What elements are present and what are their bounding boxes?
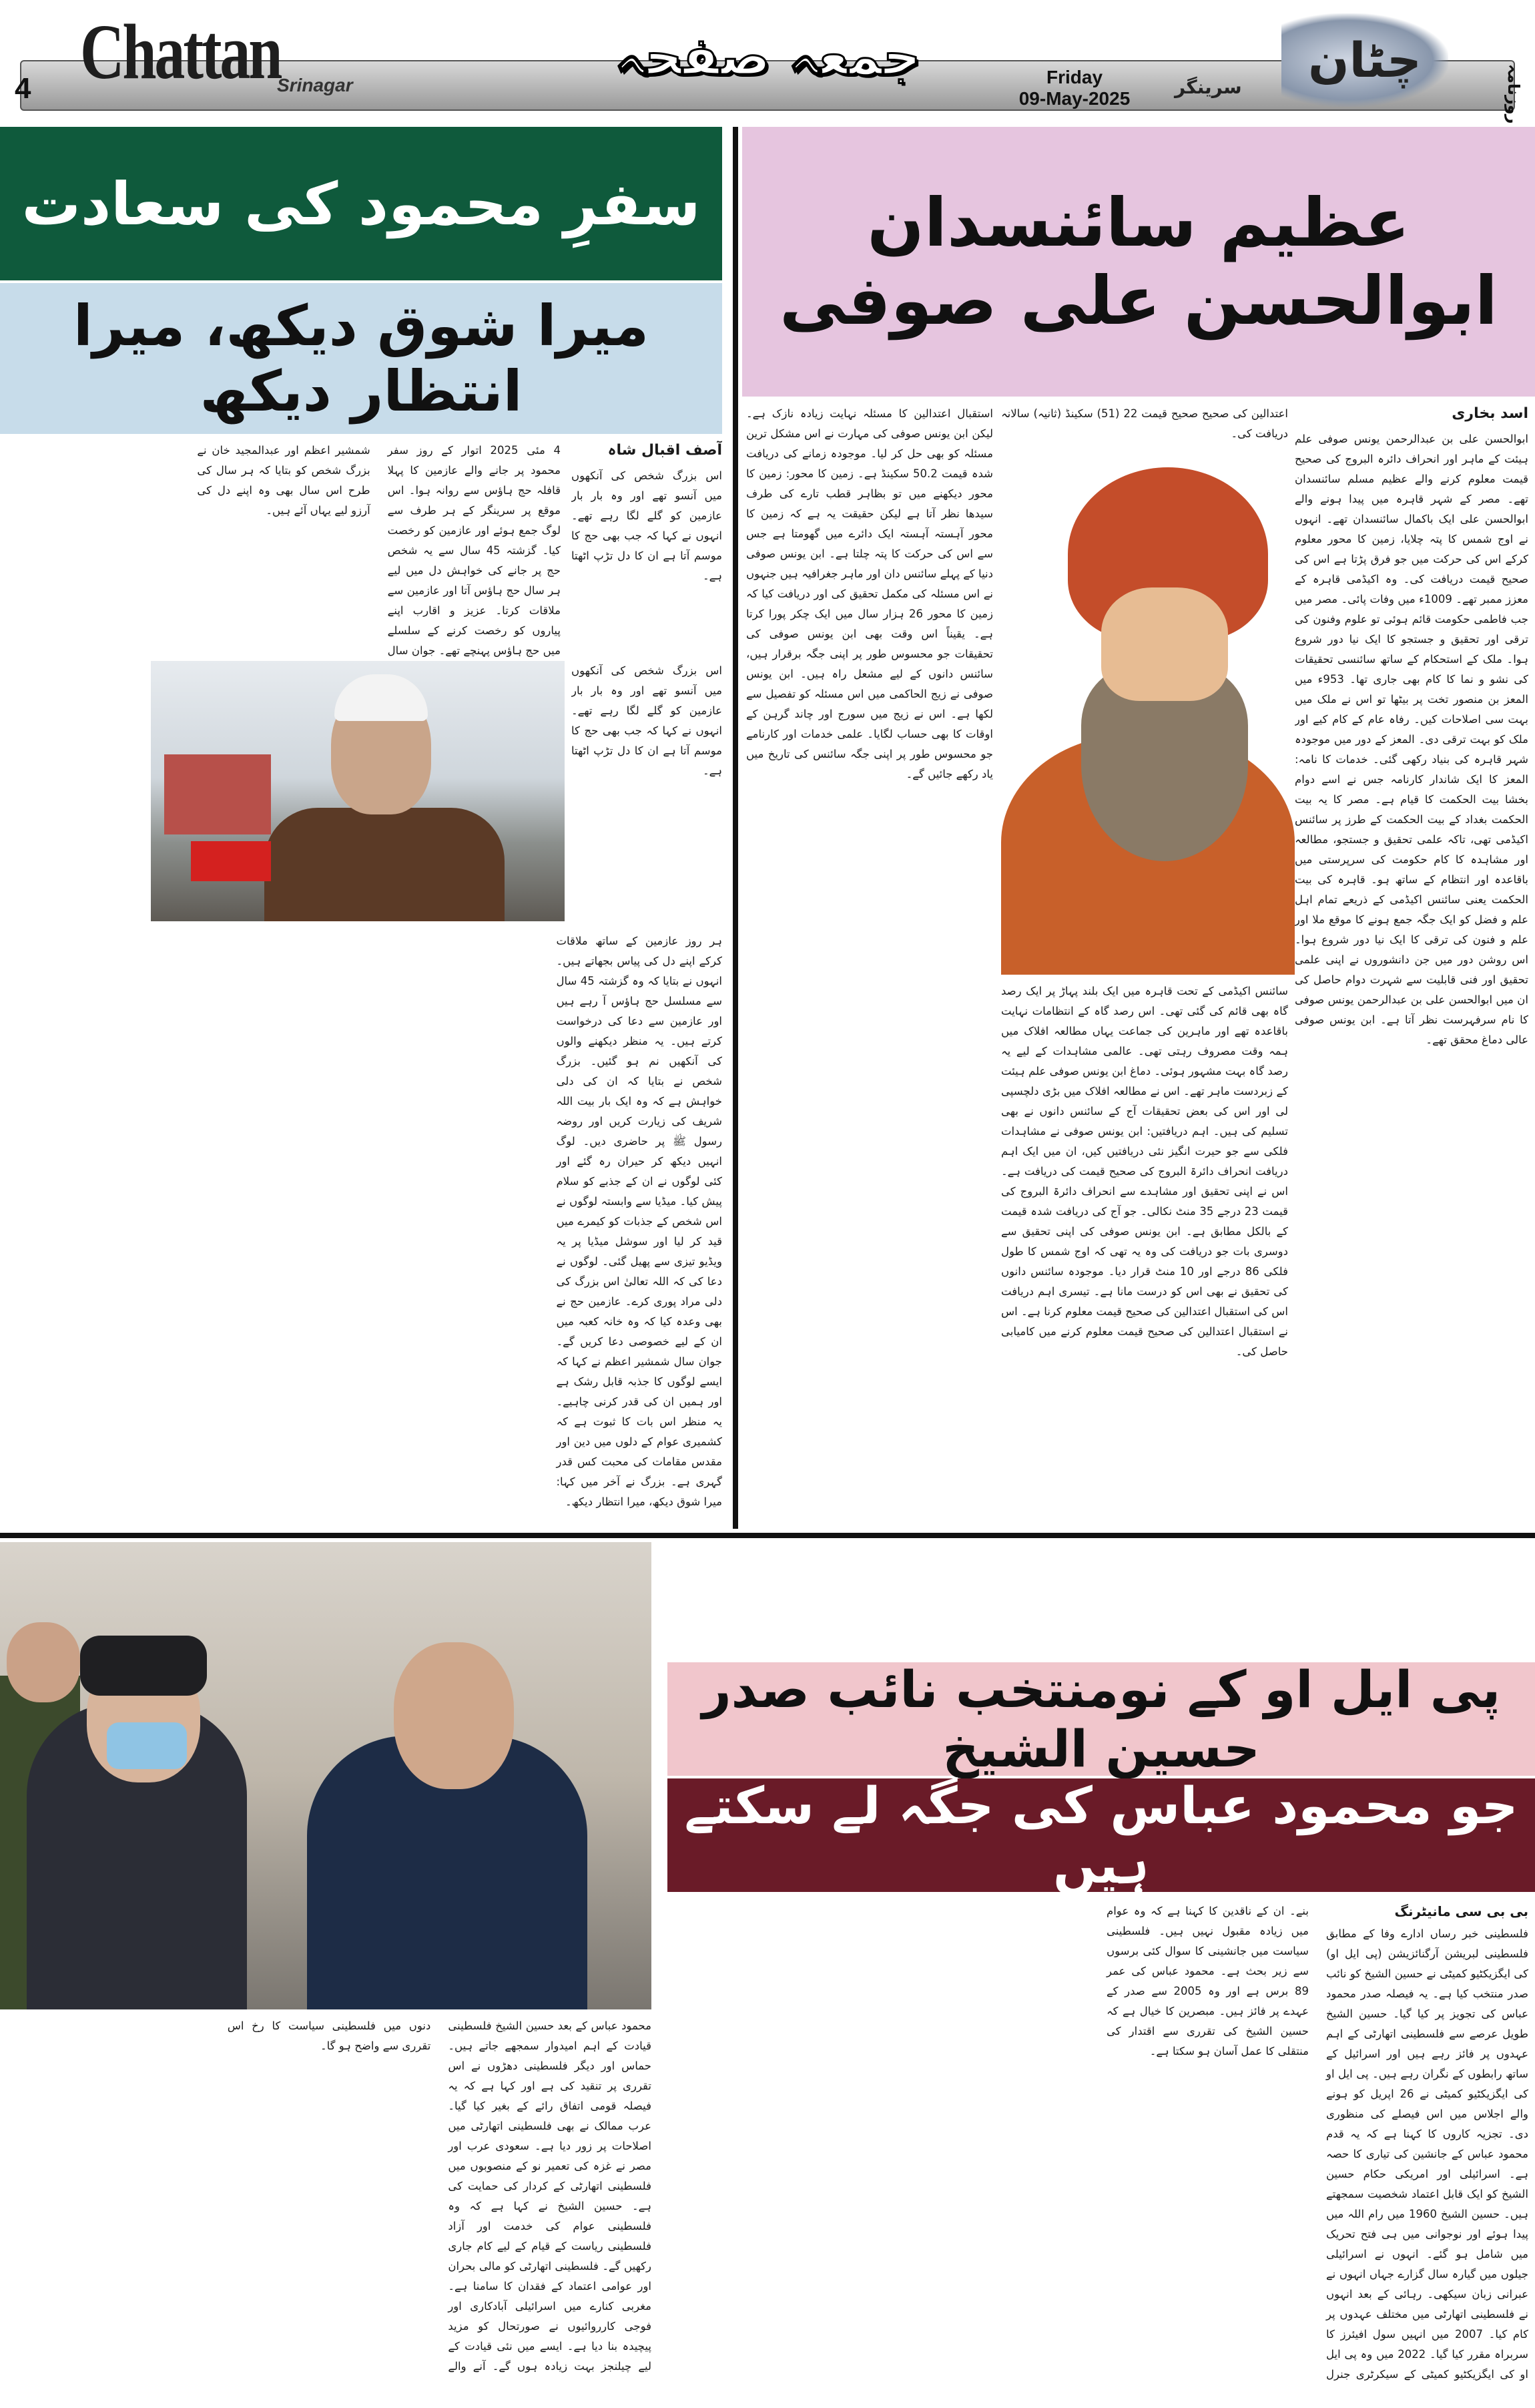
issue-date [988, 67, 1161, 109]
issue-day: Friday [1046, 67, 1103, 87]
article2-column-right [1295, 404, 1528, 1519]
article1-headline: سفرِ محمود کی سعادت [0, 127, 722, 280]
article3-byline: بی بی سی مانیٹرنگ [1394, 1903, 1528, 1919]
article2-column-middle-top [1001, 404, 1288, 451]
brand-name-english: Chattan [80, 8, 281, 95]
article2-byline: اسد بخاری [1452, 405, 1528, 422]
article3-subheadline: جو محمود عباس کی جگہ لے سکتے ہیں [667, 1778, 1535, 1892]
leaders-photo-icon [0, 1542, 651, 2009]
article2-paragraph-1: ابوالحسن علی بن عبدالرحمن یونس صوفی علم ہیئت کے ماہر اور انحراف دائرہ البروج کی صحیح قیمت معلوم کرنے والے عظیم مسلم سائنسدان تھے۔ مصر کے شہر قاہرہ میں پیدا ہونے والے ابوالحسن علی ایک باکمال سائنسدان تھے۔ انہوں نے اوج شمس کا پتہ چلایا، زمین کا محور معلوم کرکے اس کی حرکت میں جو فرق پڑتا ہے اس کی صحیح قیمت دریافت کی۔ وہ اکیڈمی قاہرہ کے معزز ممبر تھے۔ 1009ء میں وفات پائی۔ مصر میں جب فاطمی حکومت قائم ہوئی تو علوم وفنون کی ترقی اور تحقیق و جستجو کا ایک نیا دور شروع ہوا۔ ملک کے استحکام کے ساتھ سائنسی تحقیقات کی نشو و نما کا کام بھی جاری تھا۔ 953ء میں المعز بن منصور تخت پر بیٹھا تو اس نے ملک میں بہت سی اصلاحات کیں۔ رفاہ عام کے کام کیے اور ملک کو بہت ترقی دی۔ المعز کے دور میں موجودہ شہر قاہرہ کی بنیاد رکھی گئی۔ خدمات کا نامہ: المعز کا ایک شاندار کارنامہ جس نے اسے دوام بخشا بیت الحکمت کا قیام ہے۔ مصر کا یہ بیت الحکمت بغداد کے بیت الحکمت کے طرز پر سائنس اکیڈمی تھی، تاکہ علمی تحقیق و جستجو، مطالعہ اور مشاہدہ کا کام حکومت کی سرپرستی میں باقاعدہ اور انتظام کے ساتھ ہو۔ قاہرہ کی بیت الحکمت یعنی سائنس اکیڈمی کے ذریعے تمام اہل علم و فضل کو ایک جگہ جمع ہونے کا موقع ملا اور علم و فنون کی ترقی کا ایک نیا دور شروع ہوا۔ اس روشن دور میں جن دانشوروں نے اپنی علمی تحقیق اور فنی قابلیت سے شہرت دوام حاصل کی ان میں ابوالحسن علی بن عبدالرحمن یونس صوفی کا نام سرفہرست نظر آتا ہے۔ ابن یونس صوفی عالی دماغ محقق تھے۔ [1295, 433, 1528, 1046]
article1-paragraph: 4 مئی 2025 اتوار کے روز سفر محمود پر جانے والے عازمین کا پہلا قافلہ حج ہاؤس سے روانہ ہوا۔ اس موقع پر سرینگر کے ہر طرف سے لوگ جمع ہوئے اور عازمین کو رخصت کیا۔ گزشتہ 45 سال سے یہ شخص حج پر جانے کی خواہش دل میں لیے ہر سال حج ہاؤس آتا اور عازمین سے ملاقات کرتا۔ عزیز و اقارب اپنے پیاروں کو رخصت کرنے کے سلسلے میں حج ہاؤس پہنچے تھے۔ جوان سال شمشیر اعظم اور عبدالمجید خان نے بزرگ شخص کو بتایا کہ ہر سال کی طرح اس سال بھی وہ اپنے دل کی آرزو لیے یہاں آئے ہیں۔ [197, 444, 561, 657]
brand-name-urdu: چٹان [1308, 32, 1422, 88]
article2-paragraph-2: سائنس اکیڈمی کے تحت قاہرہ میں ایک بلند پہاڑ پر ایک رصد گاہ بھی قائم کی گئی تھی۔ اس رصد گاہ کے انتظامات نہایت باقاعدہ تھے اور ماہرین کی جماعت یہاں مطالعہ افلاک میں ہمہ وقت مصروف رہتی تھی۔ عالمی مشاہدات کے لیے یہ رصد گاہ بہت مشہور ہوئی۔ دماغ ابن یونس صوفی علم ہیئت کے زبردست ماہر تھے۔ اس نے مطالعہ افلاک میں بڑی دلچسپی لی اور اس کی بعض تحقیقات آج کے سائنس دانوں نے بھی تسلیم کی ہیں۔ اہم دریافتیں: ابن یونس صوفی نے مشاہدات فلکی سے جو حیرت انگیز نئی دریافتیں کیں، ان میں ایک اہم دریافت انحراف دائرۃ البروج کی صحیح قیمت کی دریافت ہے۔ اس نے اپنی تحقیق اور مشاہدے سے انحراف دائرۃ البروج کی قیمت 23 درجے 35 منٹ نکالی۔ جو آج کی دریافت شدہ قیمت کے بالکل مطابق ہے۔ ابن یونس صوفی کی اپنی تحقیق سے دوسری بات جو دریافت کی وہ یہ تھی کہ اوج شمس کا طول فلکی 86 درجے اور 10 منٹ قرار دیا۔ موجودہ سائنس دانوں کی تحقیق نے بھی اس کو درست مانا ہے۔ تیسری اہم دریافت اس کی استقبال اعتدالین کی صحیح قیمت معلوم کرنا ہے۔ اس نے استقبال اعتدالین کی صحیح قیمت معلوم کرنے میں کامیابی حاصل کی۔ [1001, 985, 1288, 1358]
article2-paragraph-2a: اعتدالین کی صحیح صحیح قیمت 22 (51) سکینڈ (ثانیہ) سالانہ دریافت کی۔ [1001, 407, 1288, 440]
masthead [0, 0, 1535, 124]
elderly-man-photo-icon [151, 661, 565, 921]
section-title: جمعہ صفحہ [614, 27, 921, 87]
article1-paragraph-side: اس بزرگ شخص کی آنکھوں میں آنسو تھے اور وہ بار بار عازمین کو گلے لگا رہے تھے۔ انہوں نے کہا کہ جب بھی حج کا موسم آتا ہے ان کا دل تڑپ اٹھتا ہے۔ [571, 664, 722, 777]
page-number: 4 [15, 72, 31, 105]
article1-lead: اس بزرگ شخص کی آنکھوں میں آنسو تھے اور وہ بار بار عازمین کو گلے لگا رہے تھے۔ انہوں نے کہا کہ جب بھی حج کا موسم آتا ہے ان کا دل تڑپ اٹھتا ہے۔ [571, 469, 722, 582]
article3-columns-right [667, 1901, 1528, 2403]
article2-column-middle [1001, 981, 1288, 1519]
article1-paragraph-main: ہر روز عازمین کے ساتھ ملاقات کرکے اپنے دل کی پیاس بجھاتے ہیں۔ انہوں نے بتایا کہ وہ گزشتہ 45 سال سے مسلسل حج ہاؤس آ رہے ہیں اور عازمین سے دعا کی درخواست کرتے ہیں۔ یہ منظر دیکھنے والوں کی آنکھیں نم ہو گئیں۔ بزرگ شخص نے بتایا کہ ان کی دلی خواہش ہے کہ وہ ایک بار بیت اللہ شریف کی زیارت کریں اور روضہ رسول ﷺ پر حاضری دیں۔ لوگ انہیں دیکھ کر حیران رہ گئے اور کئی لوگوں نے ان کے جذبے کو سلام پیش کیا۔ میڈیا سے وابستہ لوگوں نے اس شخص کے جذبات کو کیمرے میں قید کر لیا اور سوشل میڈیا پر یہ ویڈیو تیزی سے پھیل گئی۔ لوگوں نے دعا کی کہ اللہ تعالیٰ اس بزرگ کی دلی مراد پوری کرے۔ عازمین حج نے بھی وعدہ کیا کہ وہ خانہ کعبہ میں ان کے لیے خصوصی دعا کریں گے۔ جوان سال شمشیر اعظم نے کہا کہ ایسے لوگوں کا جذبہ قابل رشک ہے اور ہمیں ان کی قدر کرنی چاہیے۔ یہ منظر اس بات کا ثبوت ہے کہ کشمیری عوام کے دلوں میں دین اور مقدس مقامات کی محبت کس قدر گہری ہے۔ بزرگ نے آخر میں کہا: میرا شوق دیکھ، میرا انتظار دیکھ۔ [556, 935, 722, 1508]
issue-date-value: 09-May-2025 [1018, 88, 1131, 109]
article3-columns-left [7, 2016, 651, 2403]
article3-headline: پی ایل او کے نومنتخب نائب صدر حسین الشیخ [667, 1662, 1535, 1776]
article1-side-column [571, 661, 722, 925]
article2-headline: عظیم سائنسدان ابوالحسن علی صوفی [742, 127, 1535, 397]
article2-paragraph-3: استقبال اعتدالین کا مسئلہ نہایت زیادہ نازک ہے۔ لیکن ابن یونس صوفی کی مہارت نے اس مشکل ترین مسئلہ کو بھی حل کر لیا۔ موجودہ زمانے کی دریافت شدہ قیمت 50.2 سکینڈ ہے۔ زمین کا محور: زمین کا محور دیکھنے میں تو بظاہر قطب تارے کی طرف سیدھا نظر آتا ہے لیکن حقیقت یہ ہے کہ زمین کا محور آہستہ آہستہ ایک دائرے میں گھومتا ہے جس سے اس کی حرکت کا پتہ چلتا ہے۔ ابن یونس صوفی دنیا کے پہلے سائنس دان اور ماہر جغرافیہ ہیں جنہوں نے اس مسئلہ کی مکمل تحقیق کی اور دریافت کیا کہ زمین کا محور 26 ہزار سال میں ایک چکر پورا کرتا ہے۔ یقیناً اس وقت بھی ابن یونس صوفی کی تحقیقات جو محسوس طور پر اپنی جگہ برقرار ہیں، سائنس دانوں کے لیے مشعل راہ ہیں۔ ابن یونس صوفی نے زیج الحاکمی میں اس مسئلہ کو تفصیل سے لکھا ہے۔ اس نے زیج میں سورج اور چاند گرہن کے اوقات کا بھی حساب لگایا۔ علمی خدمات اور کارنامے جو محسوس طور پر اپنی جگہ سائنس کی تاریخ میں یاد رکھے جائیں گے۔ [746, 407, 993, 780]
article1-columns-bottom [7, 931, 722, 1519]
city-urdu: سرینگر [1175, 76, 1242, 98]
article1-byline-column [571, 441, 722, 661]
roznama-label: روزنامہ [1504, 64, 1523, 124]
article3-paragraph-2: محمود عباس کے بعد حسین الشیخ فلسطینی قیادت کے اہم امیدوار سمجھے جاتے ہیں۔ حماس اور دیگر فلسطینی دھڑوں نے اس تقرری پر تنقید کی ہے اور کہا ہے کہ یہ فیصلہ قومی اتفاق رائے کے بغیر کیا گیا۔ عرب ممالک نے بھی فلسطینی اتھارٹی میں اصلاحات پر زور دیا ہے۔ سعودی عرب اور مصر نے غزہ کی تعمیر نو کے منصوبوں میں فلسطینی اتھارٹی کے کردار کی حمایت کی ہے۔ حسین الشیخ نے کہا ہے کہ وہ فلسطینی عوام کی خدمت اور آزاد فلسطینی ریاست کے قیام کے لیے کام جاری رکھیں گے۔ فلسطینی اتھارٹی کو مالی بحران اور عوامی اعتماد کے فقدان کا سامنا ہے۔ مغربی کنارے میں اسرائیلی آبادکاری اور فوجی کارروائیوں نے صورتحال کو مزید پیچیدہ بنا دیا ہے۔ ایسے میں نئی قیادت کے لیے چیلنجز بہت زیادہ ہوں گے۔ آنے والے دنوں میں فلسطینی سیاست کا رخ اس تقرری سے واضح ہو گا۔ [227, 2019, 651, 2373]
column-divider [733, 127, 738, 1529]
article2-column-left [746, 404, 993, 1519]
section-divider [0, 1533, 1535, 1538]
article1-subheadline: میرا شوق دیکھ، میرا انتظار دیکھ [0, 283, 722, 434]
article1-columns-top [7, 441, 561, 661]
scholar-portrait-icon [1001, 454, 1295, 975]
article1-byline: آصف اقبال شاہ [607, 442, 722, 459]
mountain-logo-icon [1281, 13, 1448, 107]
article3-paragraph-1: فلسطینی خبر رساں ادارے وفا کے مطابق فلسطینی لبریشن آرگنائزیشن (پی ایل او) کی ایگزیکٹیو کمیٹی نے حسین الشیخ کو نائب صدر منتخب کیا ہے۔ یہ فیصلہ صدر محمود عباس کی تجویز پر کیا گیا۔ حسین الشیخ طویل عرصے سے فلسطینی اتھارٹی کے اہم عہدوں پر فائز رہے ہیں اور اسرائیل کے ساتھ رابطوں کے نگران رہے ہیں۔ پی ایل او کی ایگزیکٹیو کمیٹی نے 26 اپریل کو ہونے والے اجلاس میں اس فیصلے کی منظوری دی۔ تجزیہ کاروں کا کہنا ہے کہ یہ قدم محمود عباس کے جانشین کی تیاری کا حصہ ہے۔ اسرائیلی اور امریکی حکام حسین الشیخ کو ایک قابل اعتماد شخصیت سمجھتے ہیں۔ حسین الشیخ 1960 میں رام اللہ میں پیدا ہوئے اور نوجوانی میں ہی فتح تحریک میں شامل ہو گئے۔ انہوں نے اسرائیلی جیلوں میں گیارہ سال گزارے جہاں انہوں نے عبرانی زبان سیکھی۔ رہائی کے بعد انہوں نے فلسطینی اتھارٹی میں مختلف عہدوں پر کام کیا۔ 2007 میں انہیں سول افیئرز کا سربراہ مقرر کیا گیا۔ 2022 میں وہ پی ایل او کی ایگزیکٹیو کمیٹی کے سیکرٹری جنرل بنے۔ ان کے ناقدین کا کہنا ہے کہ وہ عوام میں زیادہ مقبول نہیں ہیں۔ فلسطینی سیاست میں جانشینی کا سوال کئی برسوں سے زیر بحث ہے۔ محمود عباس کی عمر 89 برس ہے اور وہ 2005 سے صدر کے عہدے پر فائز ہیں۔ مبصرین کا خیال ہے کہ حسین الشیخ کی تقرری سے اقتدار کی منتقلی کا عمل آسان ہو سکتا ہے۔ [1107, 1905, 1528, 2381]
city-english: Srinagar [277, 75, 353, 95]
